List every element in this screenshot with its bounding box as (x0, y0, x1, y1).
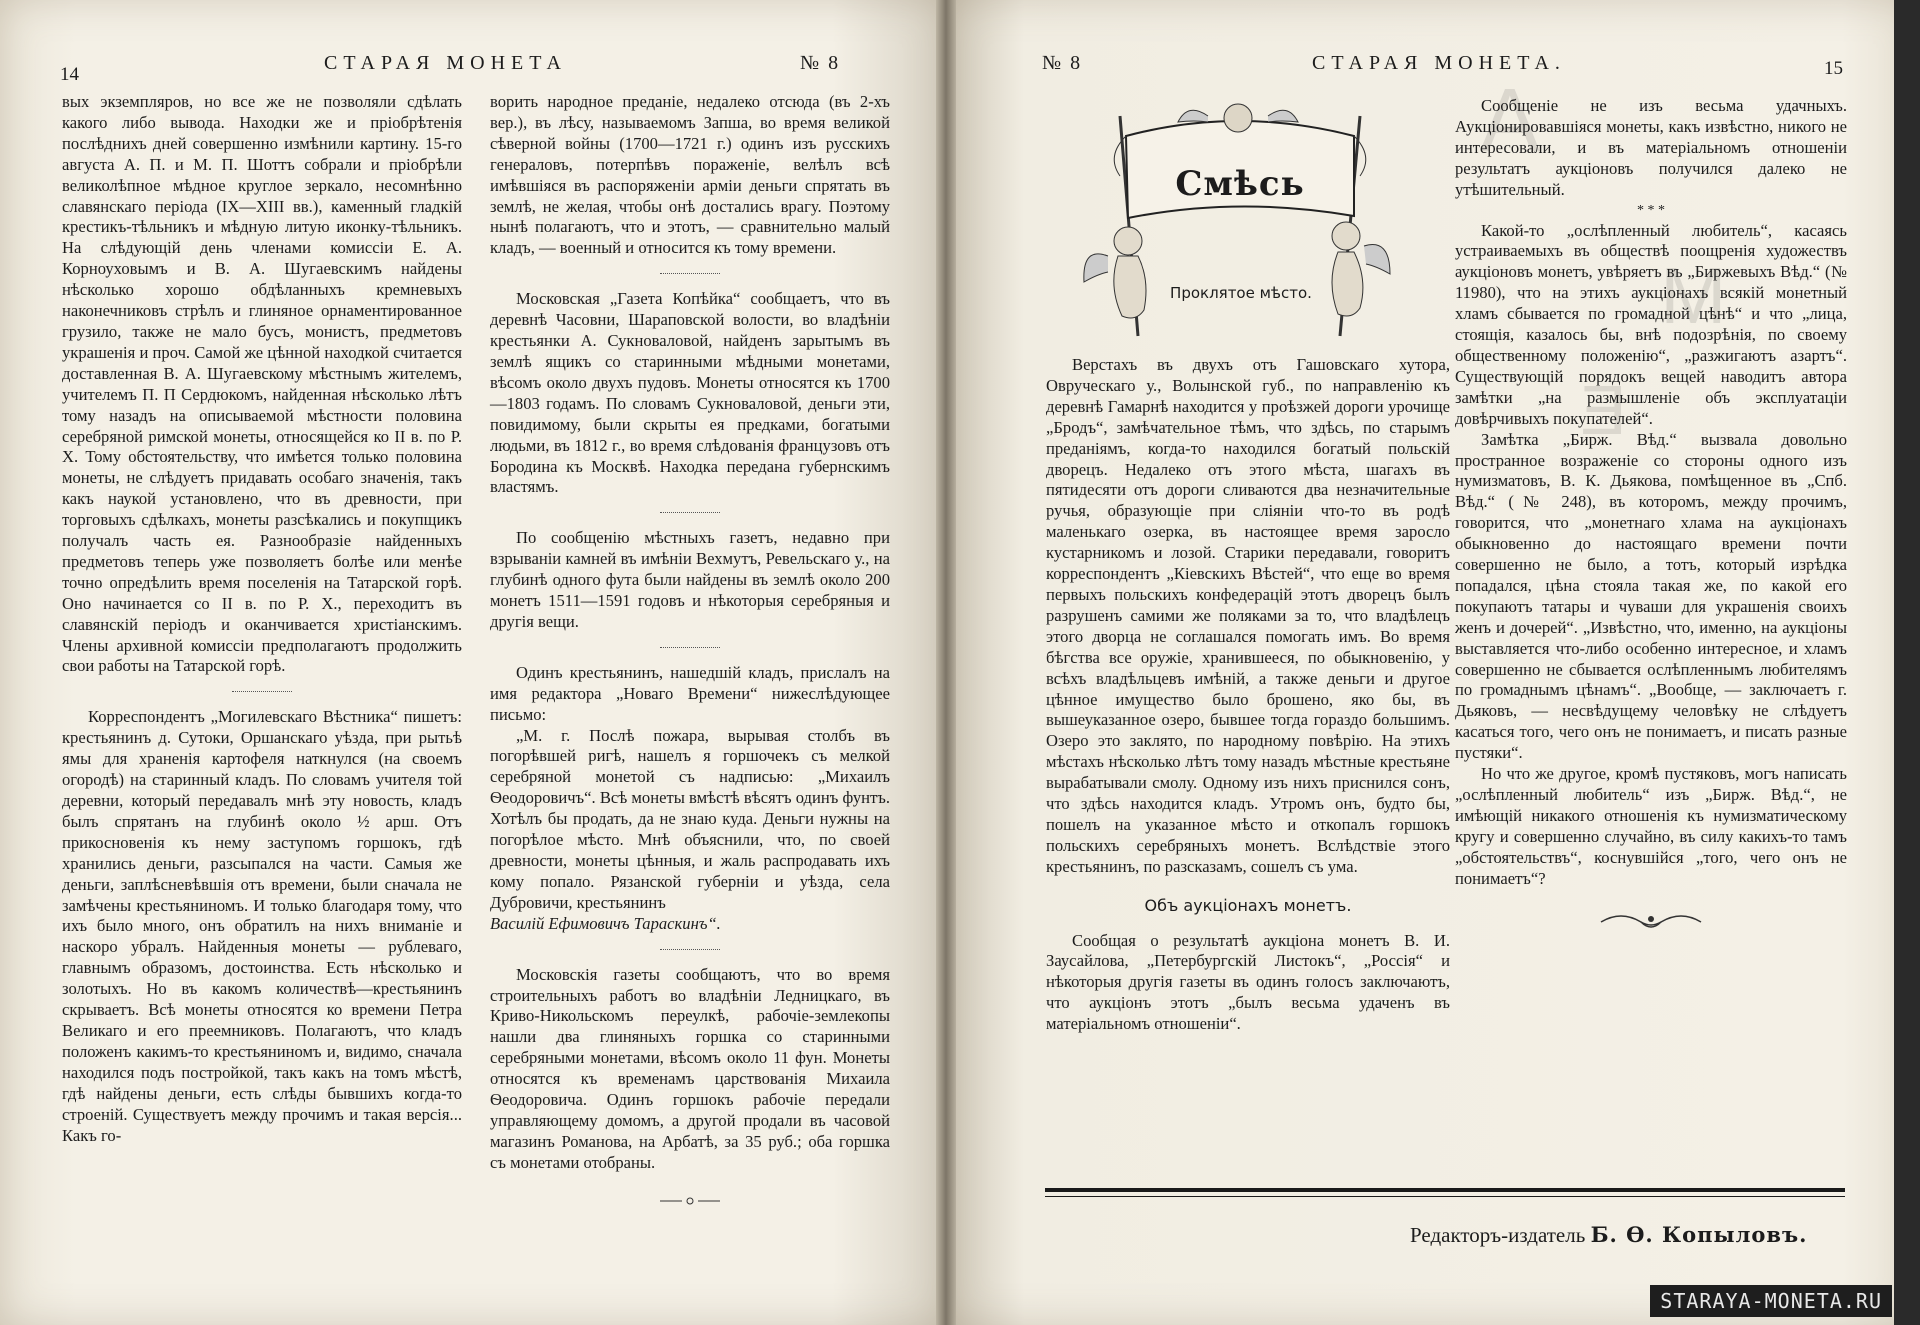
banner-title: Смѣсь (1175, 164, 1305, 204)
article-paragraph: Московская „Газета Копѣйка“ сообщаетъ, что въ деревнѣ Часовни, Шараповской волости, во владѣніи крестьянки А. Сукноваловой, найденъ зарытымъ въ землѣ ящикъ со старинными мѣдными монетами, вѣсомъ около двухъ пудовъ. Монеты относятся къ 1700—1803 годамъ. По словамъ Сукноваловой, деньги эти, повидимому, были скрыты ея предками, богатыми людьми, въ 1812 г., во время слѣдованія французовъ отъ Бородина къ Москвѣ. Находка передана губернскимъ властямъ. (490, 289, 890, 497)
smes-banner-illustration (1078, 96, 1398, 346)
article-paragraph: Московскія газеты сообщаютъ, что во время строительныхъ работъ во владѣніи Ледницкаго, въ Криво-Никольскомъ переулкѣ, рабочіе-землекопы нашли два глиняныхъ горшка со старинными серебряными монетами, вѣсомъ около 11 фун. Монеты относятся къ временамъ царствованія Михаила Ѳеодоровича. Одинъ горшокъ рабочіе передали управляющему домомъ, а другой продали въ часовой магазинъ Романова, на Арбатѣ, за 35 руб.; оба горшка съ монетами отобраны. (490, 964, 890, 1172)
left-page-number: 14 (60, 64, 79, 85)
show-through: А М Е (1480, 71, 1727, 449)
site-watermark: STARAYA-MONETA.RU (1650, 1285, 1892, 1317)
double-rule-thin (1045, 1196, 1845, 1197)
left-column-2 (490, 92, 890, 1206)
double-rule-thick (1045, 1188, 1845, 1192)
end-flourish (660, 1196, 720, 1206)
separator (232, 691, 292, 693)
article-paragraph: вых экземпляров, но все же не позволяли сдѣлать какого либо вывода. Находки же и пріобрѣтенія послѣднихъ дней совершенно измѣнили картину. 15-го августа А. П. и М. П. Шоттъ собрали и пріобрѣли великолѣпное мѣдное круглое зеркало, несомнѣнно славянскаго періода (IX—XIII вв.), каменный гладкій крестикъ-тѣльникъ и мѣдную литую иконку-тѣльникъ. На слѣдующій день членами комиссіи Е. А. Корноуховымъ и В. А. Шугаевскимъ найдены нѣсколько хорошо обдѣланныхъ кремневыхъ наконечниковъ стрѣлъ и глиняное орнаментированное грузило, также не мало бусъ, монистъ, предметовъ украшенія и проч. Самой же цѣнной находкой считается доставленная В. А. Шугаевскому мѣстнымъ жителемъ, учителемъ П. П Сердюкомъ, найденная нѣсколько лѣтъ тому назадъ на описываемой мѣстности половина серебряной римской монеты, относящейся ко II в. по Р. Х. Тому обстоятельству, что имѣется только половина монеты, не слѣдуетъ придавать особаго значенія, такъ какъ наукой установлено, что въ древности, при торговыхъ сдѣлкахъ, монеты разсѣкались и покупщикъ получалъ часть ея. Разнообразіе найденныхъ предметовъ теперь уже позволяетъ болѣе или менѣе точно опредѣлить время поселенія на Татарской горѣ. Оно начинается со II в. по Р. Х., переходитъ въ славянскій періодъ и оканчивается христіанскимъ. Члены архивной комиссіи предполагаютъ продолжить свои работы на Татарской горѣ. (62, 92, 462, 676)
section-stars: * * * (1637, 202, 1665, 218)
article-paragraph: Верстахъ въ двухъ отъ Гашовскаго хутора, Овруческаго у., Волынской губ., по направленію къ деревнѣ Гамарнѣ находится у проѣзжей дороги урочище „Бродъ“, замѣчательное тѣмъ, что здѣсь, по старымъ преданіямъ, когда-то находился богатый польскій дворецъ. Недалеко отъ этого мѣста, шагахъ въ пятидесяти отъ дороги сливаются два незначительные ручья, образующіе при сліяніи что-то въ родѣ маленькаго озерка, въ настоящее время заросло кустарникомъ и лозой. Старики передавали, говоритъ корреспондентъ „Кіевскихъ Вѣстей“, что еще во время первыхъ польскихъ конфедерацій этотъ дворецъ былъ разрушенъ самими же поляками за то, что владѣлецъ этого дворца не соглашался помогать имъ. Во время бѣгства все оружіе, хранившееся, по обыкновенію, у всѣхъ владѣльцевъ имѣній, а также деньги и другое цѣнное имущество было брошено, яко бы, въ вышеуказанное озеро, бывшее тогда гораздо большимъ. Озеро это заклято, по народному повѣрію. На этихъ мѣстахъ нѣсколько лѣтъ тому назадъ мѣстные крестьяне вырабатывали смолу. Одному изъ нихъ приснился сонъ, что здѣсь находится кладъ. Утромъ онъ, будто бы, пошелъ на указанное мѣсто и откопалъ горшокъ польскихъ серебряныхъ монетъ. Вслѣдствіе этого крестьянинъ, по разсказамъ, сошелъ съ ума. (1046, 355, 1450, 876)
article-paragraph: По сообщенію мѣстныхъ газетъ, недавно при взрываніи камней въ имѣніи Вехмутъ, Ревельскаго у., на глубинѣ одного фута были найдены въ землѣ около 200 монетъ 1511—1591 годовъ и нѣкоторыя серебряныя и другія вещи. (490, 528, 890, 631)
section-subheading: Объ аукціонахъ монетъ. (1144, 895, 1352, 915)
left-column-1 (62, 92, 462, 1146)
article-paragraph: ворить народное преданіе, недалеко отсюда (въ 2-хъ вер.), въ лѣсу, называемомъ Запша, во время великой сѣверной войны (1700—1721 г.) одинъ изъ русскихъ генераловъ, потерпѣвъ пораженіе, велѣлъ всѣ имѣвшіяся въ распоряженіи арміи деньги спрятать въ землѣ, не желая, чтобы онѣ достались врагу. Поэтому нынѣ полагаютъ, что и этотъ, — сравнительно малый кладъ, — военный и относится къ тому времени. (490, 92, 890, 258)
scan-edge (1894, 0, 1920, 1325)
article-paragraph: Сообщая о результатѣ аукціона монетъ В. И. Заусайлова, „Петербургскій Листокъ“, „Россія“ и нѣкоторыя другія газеты въ одинъ голосъ заключаютъ, что аукціонъ этотъ „былъ весьма удаченъ въ матеріальномъ отношеніи“. (1046, 930, 1450, 1034)
separator (660, 512, 720, 514)
right-running-title: СТАРАЯ МОНЕТА. (1312, 52, 1566, 74)
article-paragraph: Одинъ крестьянинъ, нашедшій кладъ, прислалъ на имя редактора „Новаго Времени“ нижеслѣдующее письмо: (490, 662, 890, 724)
end-ornament (1596, 912, 1706, 932)
book-gutter (936, 0, 956, 1325)
right-issue-number: № 8 (1042, 52, 1083, 74)
article-paragraph: Сообщеніе не изъ весьма удачныхъ. Аукціонировавшіяся монеты, какъ извѣстно, никого не интересовали, и въ матеріальномъ отношеніи результатъ аукціоновъ получился далеко не утѣшительный. (1455, 96, 1847, 199)
article-paragraph: Но что же другое, кромѣ пустяковъ, могъ написать „ослѣпленный любитель“ изъ „Бирж. Вѣд.“, не имѣющій никакого отношенія къ нумизматическому кругу и совершенно случайно, въ силу какихъ-то тамъ „обстоятельствъ“, коснувшійся „того, чего онъ не понимаетъ“? (1455, 764, 1847, 888)
banner-subtitle: Проклятое мѣсто. (1170, 284, 1312, 302)
editor-label: Редакторъ-издатель (1410, 1223, 1586, 1247)
article-paragraph: Какой-то „ослѣпленный любитель“, касаясь устраиваемыхъ въ обществѣ поощренія художествъ аукціоновъ монетъ, увѣряетъ въ „Биржевыхъ Вѣд.“ (№ 11980), что на этихъ аукціонахъ всякій монетный хламъ сбывается по громадной цѣнѣ“ и что „лица, стоящія, казалось бы, внѣ подозрѣнія, по своему общественному положенію“, „разжигаютъ азартъ“. Существующій порядокъ вещей наводитъ автора замѣтки „на размышленіе объ эксплуатаціи довѣрчивыхъ покупателей“. (1455, 220, 1847, 428)
letter-signature: Василій Ефимовичъ Тараскинъ“. (490, 913, 721, 933)
right-page-number: 15 (1824, 58, 1843, 79)
right-column-1 (1046, 355, 1450, 1035)
editor-line (1410, 1222, 1807, 1248)
letter-paragraph: „М. г. Послѣ пожара, вырывая столбъ въ погорѣвшей ригѣ, нашелъ я горшочекъ съ мелкой серебряной монетой съ надписью: „Михаилъ Ѳеодоровичъ“. Всѣ монеты вмѣстѣ вѣсятъ одинъ фунтъ. Хотѣлъ бы продать, да не знаю куда. Деньги нужны на погорѣлое мѣсто. Мнѣ объяснили, что, по своей древности, монеты цѣнныя, и жаль распродавать ихъ кому попало. Рязанской губерніи и уѣзда, села Дубровичи, крестьянинъ (490, 725, 890, 912)
left-issue-number: № 8 (800, 52, 841, 74)
right-column-2 (1455, 96, 1847, 932)
separator (660, 273, 720, 275)
separator (660, 949, 720, 951)
separator (660, 647, 720, 649)
article-paragraph: Корреспондентъ „Могилевскаго Вѣстника“ пишетъ: крестьянинъ д. Сутоки, Оршанскаго уѣзда, при рытьѣ ямы для храненія картофеля наткнулся (на своемъ огородѣ) на старинный кладъ. По словамъ учителя той деревни, который передавалъ мнѣ эту новость, кладъ былъ спрятанъ на глубинѣ около ½ арш. Отъ прикосновенія къ нему заступомъ горшокъ, гдѣ хранились деньги, разсыпался на части. Самыя же деньги, заплѣсневѣвшія отъ времени, были сначала не замѣчены крестьяниномъ. И только благодаря тому, что ихъ было много, онъ обратилъ на нихъ вниманіе и наскоро убралъ. Найденныя монеты — рублеваго, главнымъ образомъ, достоинства. Есть нѣсколько и золотыхъ. Но въ какомъ количествѣ—крестьянинъ скрываетъ. Всѣ монеты относятся ко времени Петра Великаго и его преемниковъ. Полагаютъ, что кладъ положенъ какимъ-то крестьяниномъ и, видимо, сначала находился подъ постройкой, такъ какъ на томъ мѣстѣ, гдѣ найдены деньги, есть слѣды бывшихъ когда-то строеній. Существуетъ между прочимъ и такая версія... Какъ го- (62, 707, 462, 1145)
article-paragraph: Замѣтка „Бирж. Вѣд.“ вызвала довольно пространное возраженіе со стороны одного изъ нумизматовъ, В. К. Дьякова, помѣщенное въ „Спб. Вѣд.“ (№ 248), въ которомъ, между прочимъ, говорится, что „монетнаго хлама на аукціонахъ обыкновенно до настоящаго времени почти совершенно не было, а тотъ, который изрѣдка попадался, цѣна стояла такая же, по какой его покупаютъ татары и чуваши для украшенія своихъ женъ и дочерей“. „Извѣстно, что, именно, на аукціоны выставляется что-либо особенно интересное, и хламъ совершенно не сбывается ослѣпленнымъ любителямъ по громаднымъ цѣнамъ“. „Вообще, — заключаетъ г. Дьяковъ, — несвѣдущему человѣку не слѣдуетъ касаться того, чего онъ не понимаетъ, и писать разные пустяки“. (1455, 429, 1847, 763)
left-running-title: СТАРАЯ МОНЕТА (324, 52, 567, 74)
editor-name: Б. Ѳ. Копыловъ. (1590, 1222, 1808, 1247)
